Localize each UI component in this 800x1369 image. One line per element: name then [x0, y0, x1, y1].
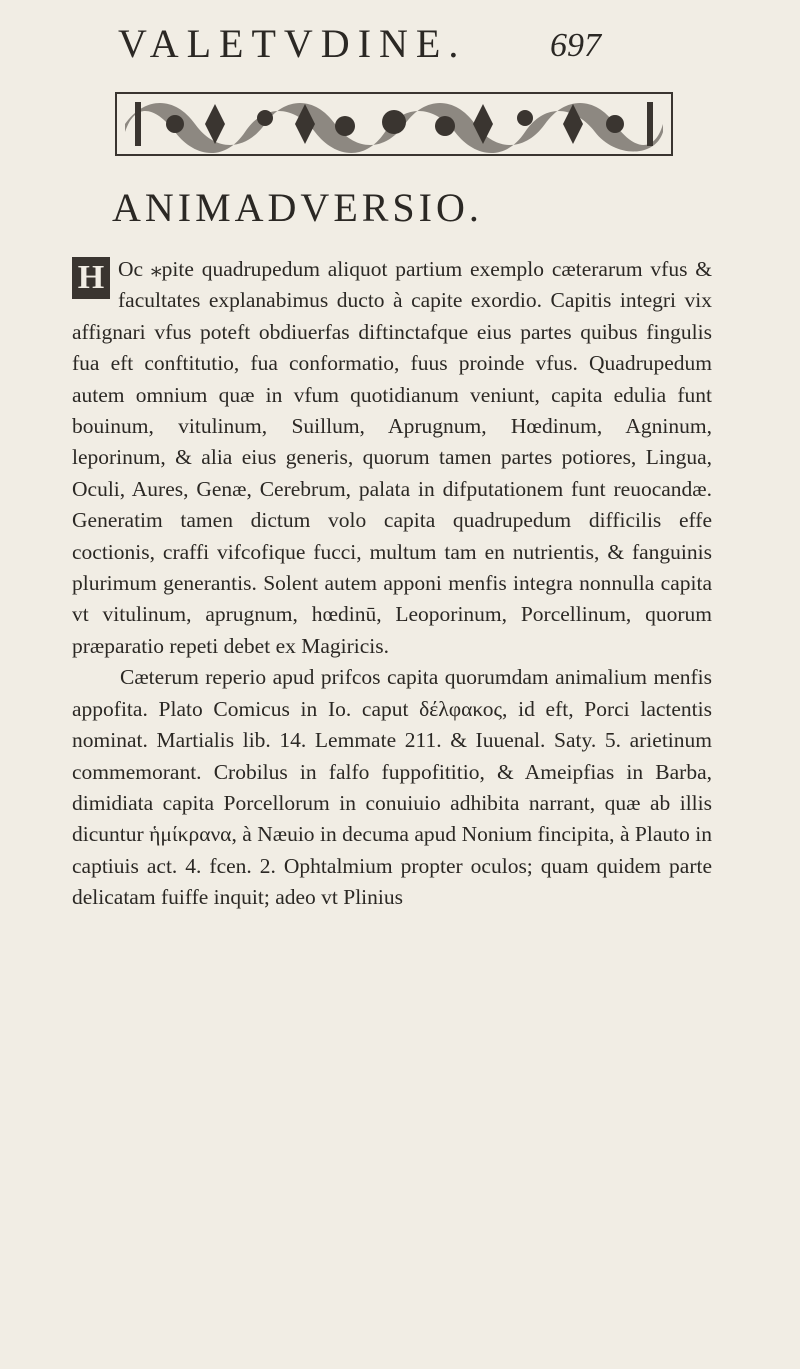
running-title: VALETVDINE. — [118, 21, 467, 66]
paragraph-1-text: Oc ⁎pite quadrupedum aliquot partium exemplo cæterarum vfus & facultates explanabimus ducto à capite exordio. Capitis integri vix affignari vfus poteft obdiuerfas diftinctafque eius partes quibus fingulis fua eft conftitutio, fua conformatio, fuus proinde vfus. Quadrupedum autem omnium quæ in vfum quotidianum veniunt, capita edulia funt bouinum, vitulinum, Suillum, Aprugnum, Hœdinum, Agninum, leporinum, & alia eius generis, quorum tamen partes potiores, Lingua, Oculi, Aures, Genæ, Cerebrum, palata in difputationem funt reuocandæ. Generatim tamen dictum volo capita quadrupedum difficilis effe coctionis, craffi vifcofique fucci, multum tam en nutrientis, & fanguinis plurimum generantis. Solent autem apponi menfis integra nonnulla capita vt vitulinum, aprugnum, hœdinū, Leoporinum, Porcellinum, quorum præparatio repeti debet ex Magiricis. — [72, 257, 712, 658]
paragraph-1 — [72, 254, 712, 662]
page-number: 697 — [550, 27, 601, 64]
paragraph-2: Cæterum reperio apud prifcos capita quorumdam animalium menfis appofita. Plato Comicus in Io. caput δέλφακος, id eft, Porci lactentis nominat. Martialis lib. 14. Lemmate 211. & Iuuenal. Saty. 5. arietinum commemorant. Crobilus in falfo fuppofititio, & Ameipfias in Barba, dimidiata capita Porcellorum in conuiuio adhibita narrant, quæ ab illis dicuntur ἡμίκρανα, à Næuio in decuma apud Nonium fincipita, à Plauto in captiuis act. 4. fcen. 2. Ophtalmium propter oculos; quam quidem parte delicatam fuiffe inquit; adeo vt Plinius — [72, 665, 712, 910]
running-head — [110, 20, 730, 70]
section-heading: ANIMADVERSIO. — [112, 185, 483, 230]
body-text — [72, 254, 712, 914]
drop-capital: H — [72, 257, 110, 299]
ornamental-headpiece — [115, 92, 673, 156]
